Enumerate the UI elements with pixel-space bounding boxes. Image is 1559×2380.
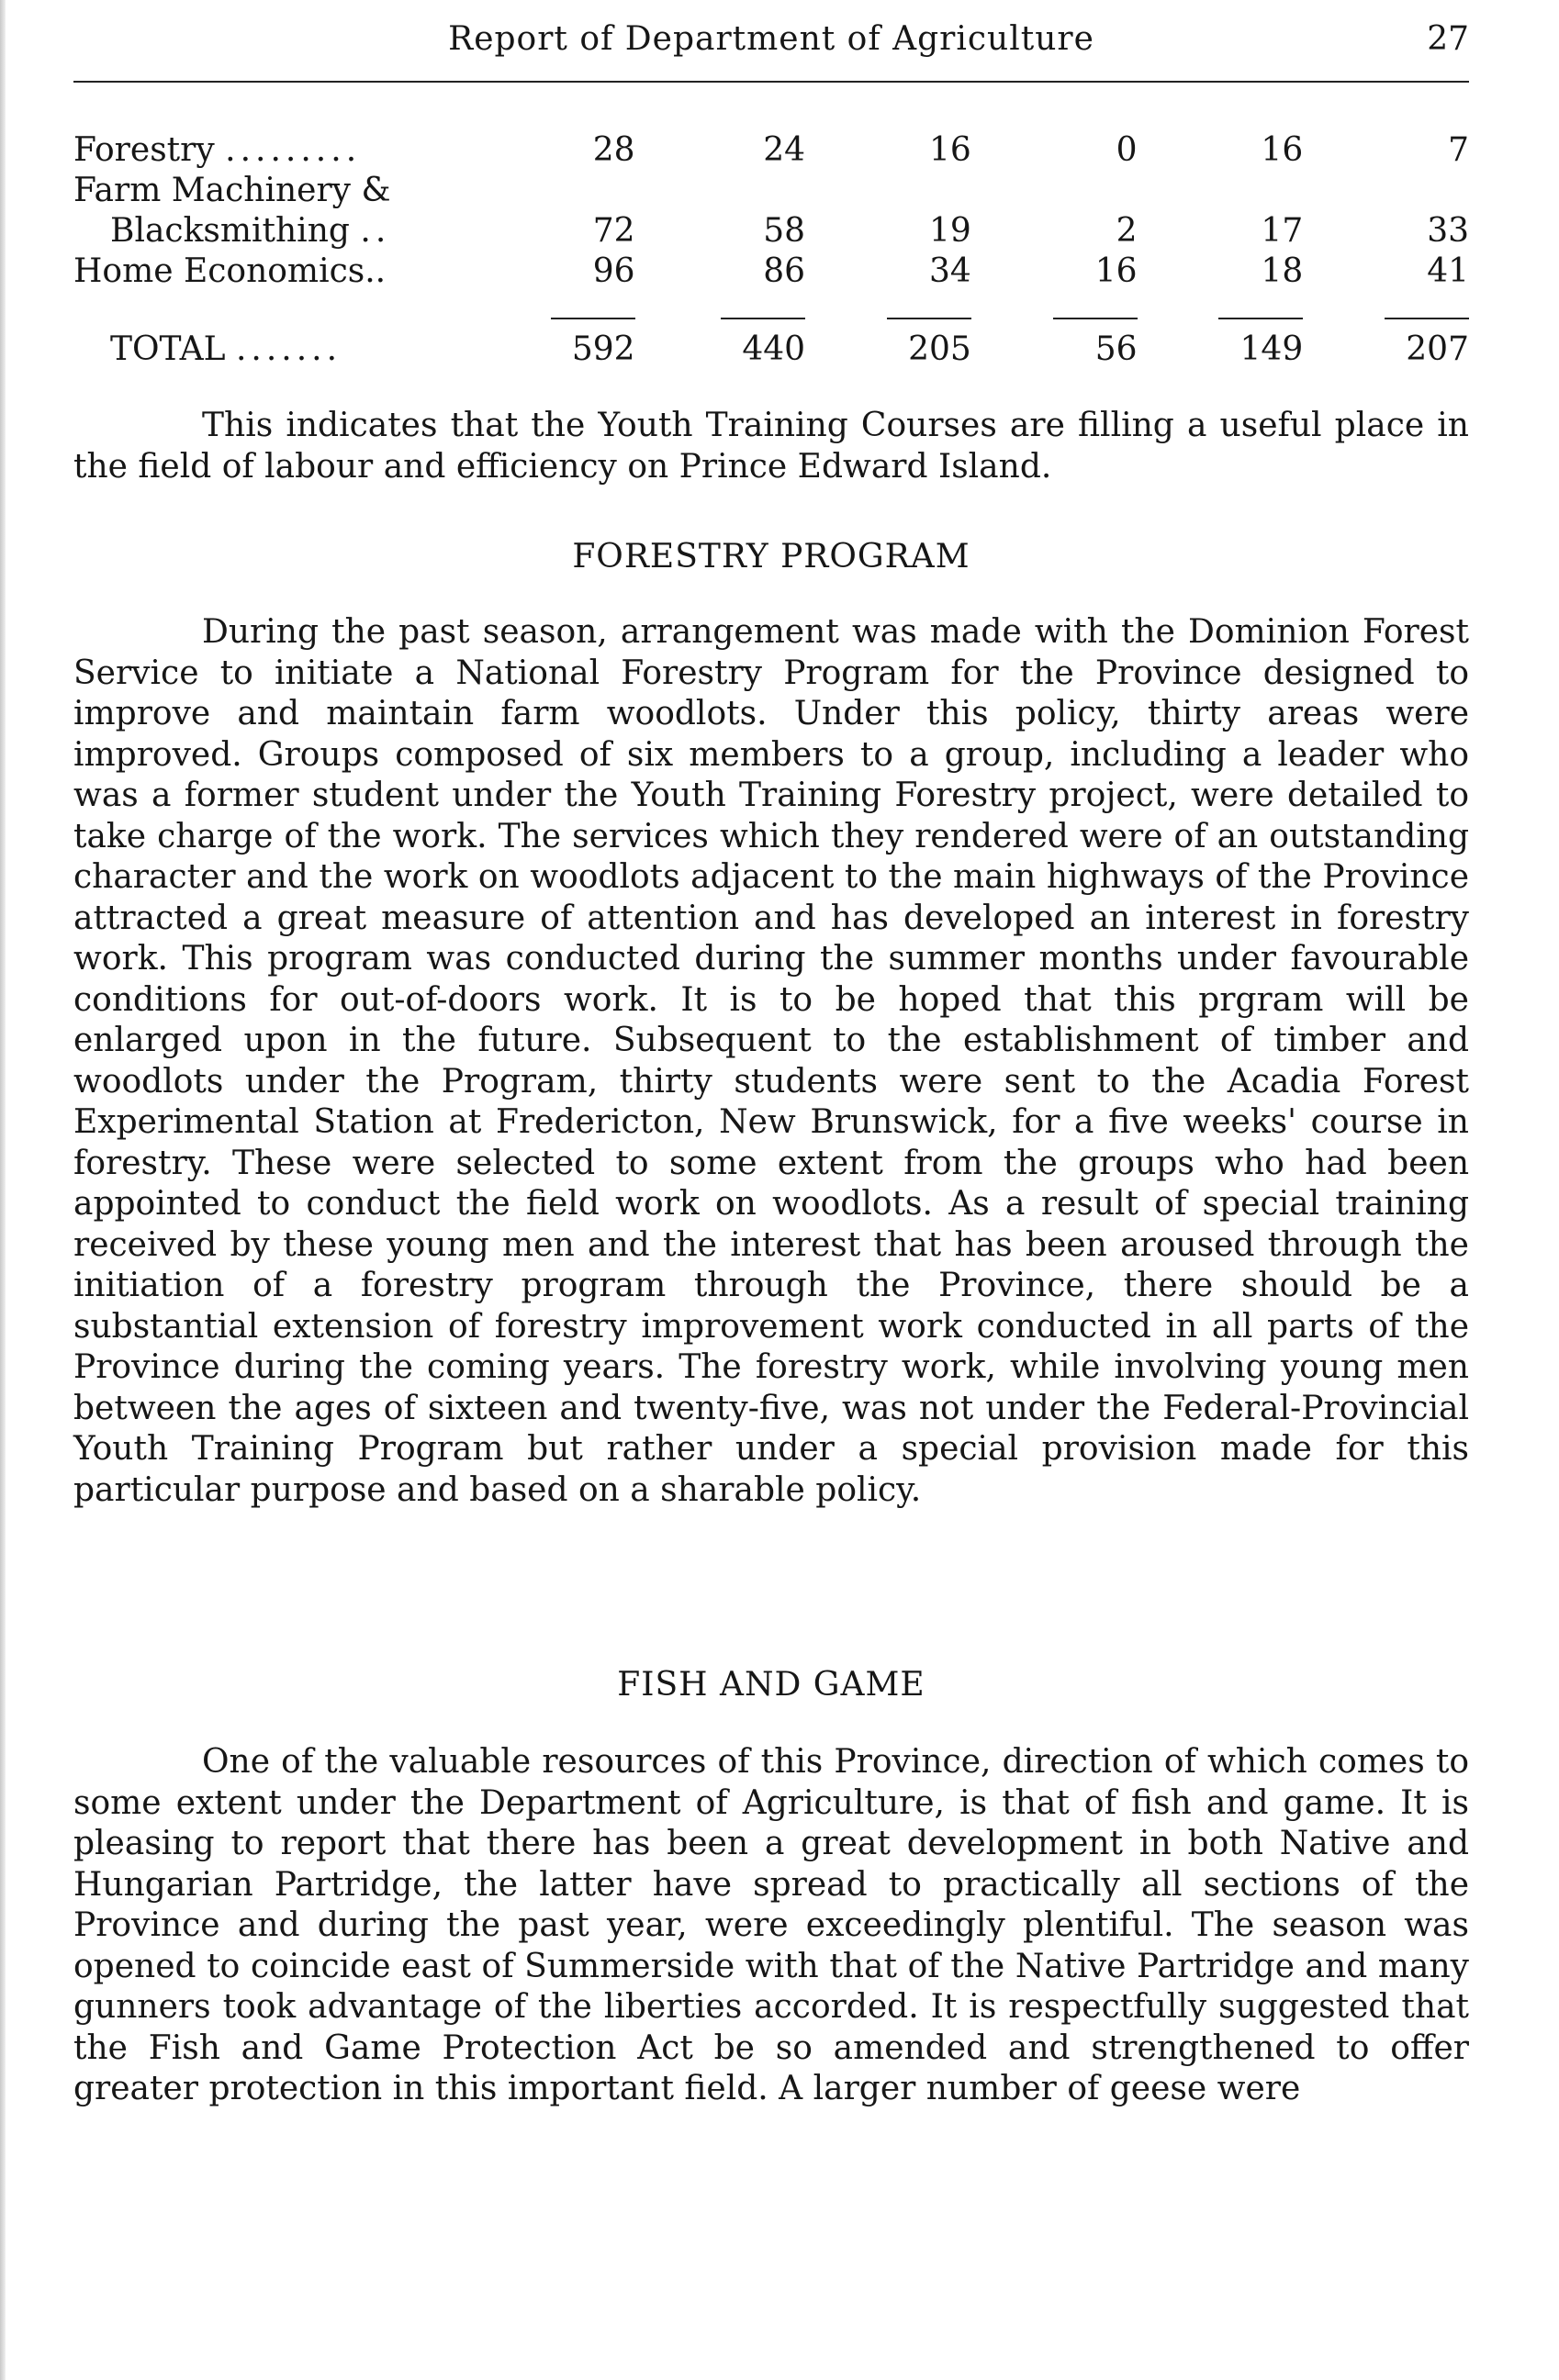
- leader-dots: .: [375, 252, 391, 290]
- intro-block: [73, 406, 1469, 487]
- table-row: [73, 209, 1469, 250]
- table-rule-row: [73, 290, 1469, 328]
- fish-game-section: [73, 1742, 1469, 2110]
- table-cell: 41: [1427, 252, 1469, 290]
- table-cell: 24: [763, 131, 806, 169]
- running-title: Report of Department of Agriculture: [448, 20, 1094, 58]
- row-label: Farm Machinery &: [73, 172, 391, 209]
- section-paragraph: During the past season, arrangement was made with the Dominion Forest Service to initiate a National Forestry Program for the Province designed to improve and maintain farm woodlots. Under this policy, thirty areas were improved. Groups composed of six members to a group, including a leader who was a former student under the Youth Training Forestry project, were detailed to take charge of the work. The services which they rendered were of an outstanding character and the work on woodlots adjacent to the main highways of the Province attracted a great measure of attention and has developed an interest in forestry work. This program was conducted during the summer months under favourable conditions for out-of-doors work. It is to be hoped that this prgram will be enlarged upon in the future. Subsequent to the establishment of timber and woodlots under the Program, thirty students were sent to the Acadia Forest Experimental Station at Fredericton, New Brunswick, for a five weeks' course in forestry. These were selected to some extent from the groups who had been appointed to conduct the field work on woodlots. As a result of special training received by these young men and the interest that has been aroused through the initiation of a forestry program through the Province, there should be a substantial extension of forestry improvement work conducted in all parts of the Province during the coming years. The forestry work, while involving young men between the ages of sixteen and twenty-five, was not under the Federal-Provincial Youth Training Program but rather under a special provision made for this particular purpose and based on a sharable policy.: [73, 613, 1469, 1509]
- total-cell: 149: [1239, 330, 1304, 368]
- row-label: Forestry: [73, 131, 215, 169]
- table-cell: 86: [763, 252, 806, 290]
- section-heading: FISH AND GAME: [617, 1666, 925, 1704]
- sum-rule: [887, 318, 971, 319]
- table-row: [73, 169, 1469, 209]
- table-cell: 28: [592, 131, 635, 169]
- table-row: [73, 128, 1469, 169]
- total-cell: 56: [1094, 330, 1138, 368]
- table-cell: 72: [592, 212, 635, 250]
- intro-paragraph: This indicates that the Youth Training Courses are filling a useful place in the field of labour and efficiency on Prince Edward Island.: [73, 407, 1469, 486]
- row-label: Home Economics.: [73, 252, 376, 290]
- table-total-row: [73, 328, 1469, 368]
- page-spine-shadow: [0, 0, 6, 2380]
- total-cell: 440: [742, 330, 806, 368]
- leader-dots: .........: [225, 131, 362, 169]
- table-cell: 34: [928, 252, 971, 290]
- sum-rule: [1218, 318, 1303, 319]
- leader-dots: ..: [360, 212, 391, 250]
- row-label: Blacksmithing: [110, 212, 350, 250]
- leader-dots: .......: [235, 330, 342, 368]
- sum-rule: [1385, 318, 1469, 319]
- sum-rule: [551, 318, 635, 319]
- section-paragraph: One of the valuable resources of this Province, direction of which comes to some extent under the Department of Agriculture, is that of fish and game. It is pleasing to report that there has been a great development in both Native and Hungarian Partridge, the latter have spread to practically all sections of the Province and during the past year, were exceedingly plentiful. The season was opened to coincide east of Summerside with that of the Native Partridge and many gunners took advantage of the liberties accorded. It is respectfully suggested that the Fish and Game Protection Act be so amended and strengthened to offer greater protection in this important field. A larger number of geese were: [73, 1743, 1469, 2107]
- table-cell: 58: [763, 212, 806, 250]
- forestry-section: [73, 612, 1469, 1511]
- table-cell: 2: [1116, 212, 1138, 250]
- table-cell: 16: [928, 131, 971, 169]
- section-heading: FORESTRY PROGRAM: [572, 538, 970, 575]
- header-rule: [73, 81, 1469, 83]
- enrollment-table: [73, 128, 1469, 368]
- table-cell: 16: [1261, 131, 1304, 169]
- table-cell: 16: [1094, 252, 1138, 290]
- table-cell: 96: [592, 252, 635, 290]
- total-cell: 592: [571, 330, 635, 368]
- table-row: [73, 250, 1469, 290]
- sum-rule: [1053, 318, 1138, 319]
- table-cell: 17: [1261, 212, 1304, 250]
- total-cell: 205: [908, 330, 971, 368]
- table-cell: 19: [928, 212, 971, 250]
- table-cell: 7: [1448, 131, 1469, 169]
- table-cell: 33: [1427, 212, 1469, 250]
- table-cell: 0: [1116, 131, 1138, 169]
- sum-rule: [721, 318, 805, 319]
- page-number: 27: [1427, 20, 1469, 58]
- total-label: TOTAL: [110, 330, 226, 368]
- page-header: [73, 20, 1469, 75]
- table-cell: 18: [1261, 252, 1304, 290]
- total-cell: 207: [1406, 330, 1469, 368]
